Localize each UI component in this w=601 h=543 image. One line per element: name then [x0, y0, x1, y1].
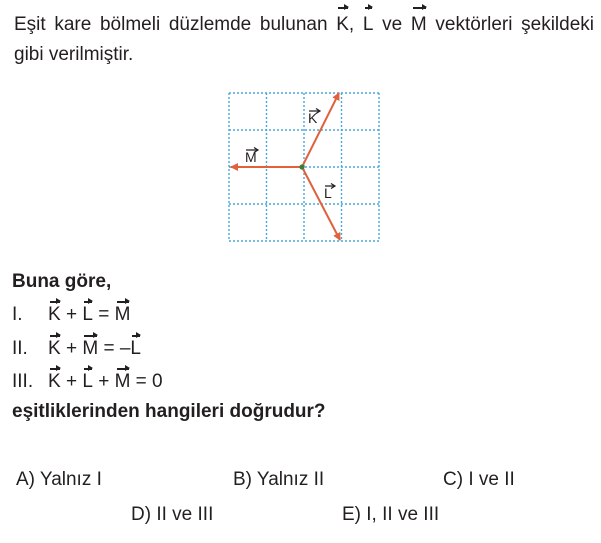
vector-term: K [48, 338, 61, 359]
vector-k: K [336, 10, 349, 40]
question-part: ve [373, 14, 411, 35]
label-m: M [245, 149, 257, 165]
question-ask: eşitliklerinden hangileri doğrudur? [12, 401, 326, 422]
statement-2 [12, 338, 141, 360]
option-a[interactable]: A) Yalnız I [16, 469, 102, 490]
vector-term: M [114, 371, 131, 392]
option-e[interactable]: E) I, II ve III [342, 504, 440, 525]
label-l: L [324, 185, 332, 201]
tail: = 0 [130, 371, 163, 392]
question-part: , [348, 14, 363, 35]
vector-term: K [48, 304, 61, 325]
vector-l: L [363, 10, 374, 40]
statement-number: I. [12, 304, 23, 325]
option-c[interactable]: C) I ve II [443, 469, 515, 490]
vector-term: M [82, 338, 99, 359]
vector-term: L [130, 338, 141, 359]
option-d[interactable]: D) II ve III [131, 504, 214, 525]
statement-3 [12, 371, 163, 393]
operator: + [60, 338, 83, 359]
vector-figure [226, 90, 386, 250]
vector-term: M [114, 304, 131, 325]
statement-number: III. [12, 371, 34, 392]
label-k: K [308, 110, 318, 126]
prompt-head: Buna göre, [12, 271, 112, 292]
statement-1 [12, 304, 130, 326]
question-part: vektörleri şekildeki gibi verilmiştir. [14, 14, 594, 65]
question-text [14, 10, 594, 70]
vector-term: L [82, 304, 93, 325]
operator: + [92, 371, 115, 392]
operator: + [60, 371, 83, 392]
operator: = [92, 304, 115, 325]
option-b[interactable]: B) Yalnız II [233, 469, 325, 490]
operator: + [60, 304, 83, 325]
question-part: Eşit kare bölmeli düzlemde bulunan [14, 14, 337, 35]
operator: = – [98, 338, 131, 359]
origin-point [299, 164, 304, 169]
statement-number: II. [12, 338, 28, 359]
vector-m: M [411, 10, 427, 40]
vector-term: L [82, 371, 93, 392]
vector-term: K [48, 371, 61, 392]
